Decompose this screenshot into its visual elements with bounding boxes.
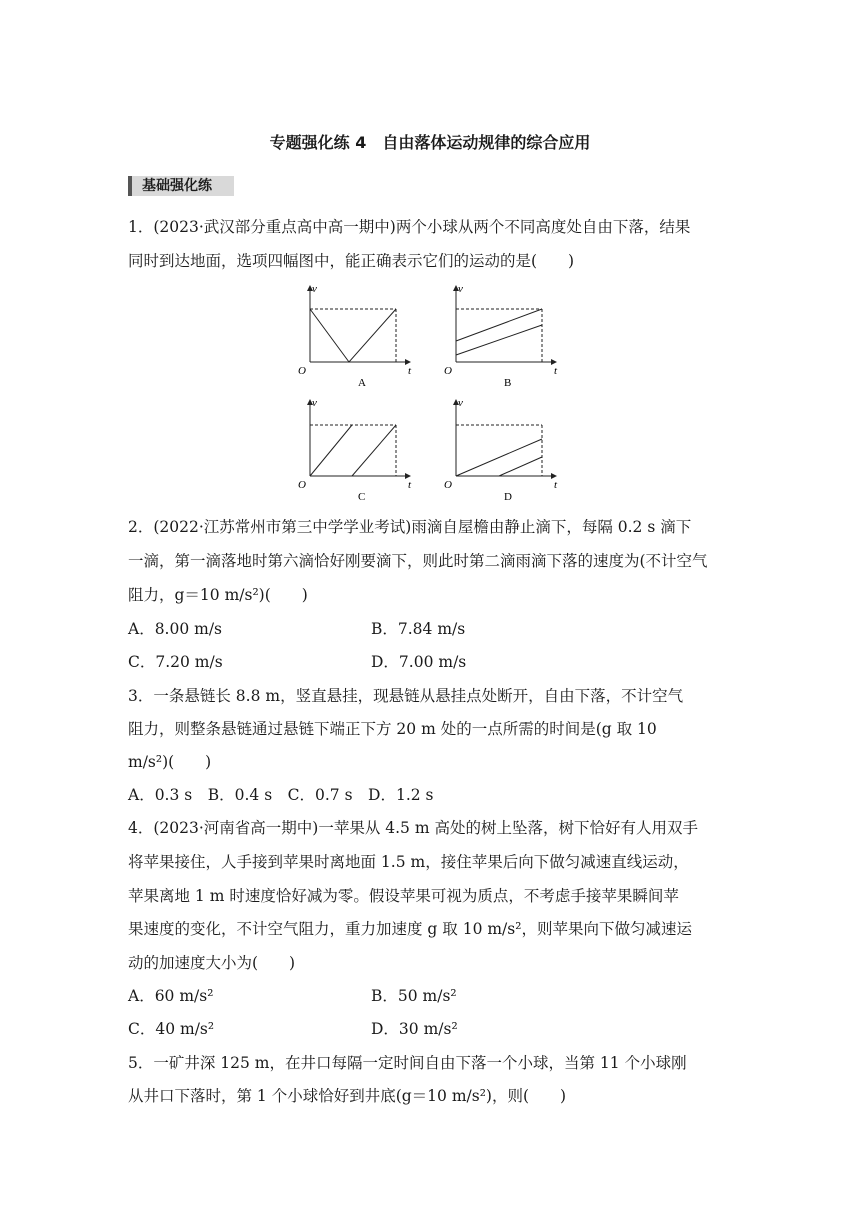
q2-line1: 2．(2022·江苏常州市第三中学学业考试)雨滴自屋檐由静止滴下，每隔 0.2 s 滴下 (128, 518, 692, 536)
figure-label: C (358, 491, 366, 503)
q4-line4: 果速度的变化，不计空气阻力，重力加速度 g 取 10 m/s²，则苹果向下做匀减速运 (128, 920, 692, 938)
q4-line5: 动的加速度大小为( ) (128, 954, 296, 972)
q5-line2: 从井口下落时，第 1 个小球恰好到井底(g＝10 m/s²)，则( ) (128, 1087, 567, 1105)
axis-v-label: v (312, 283, 317, 295)
q4-line2: 将苹果接住，人手接到苹果时离地面 1.5 m，接住苹果后向下做匀减速直线运动， (128, 853, 689, 871)
q3-line1: 3．一条悬链长 8.8 m，竖直悬挂，现悬链从悬挂点处断开，自由下落，不计空气 (128, 687, 684, 705)
page-title: 专题强化练 4 自由落体运动规律的综合应用 (269, 133, 591, 152)
figure-c (296, 396, 426, 510)
q5-line1: 5．一矿井深 125 m，在井口每隔一定时间自由下落一个小球，当第 11 个小球刚 (128, 1054, 687, 1072)
axis-t-label: t (408, 365, 412, 377)
q1-line1: 1．(2023·武汉部分重点高中高一期中)两个小球从两个不同高度处自由下落，结果 (128, 218, 691, 236)
section-tag: 基础强化练 (128, 176, 234, 196)
axis-v-label: v (458, 397, 463, 409)
figure-label: D (504, 491, 512, 503)
axis-v-label: v (458, 283, 463, 295)
q2-option-a: A．8.00 m/s (128, 620, 223, 638)
q4-line1: 4．(2023·河南省高一期中)一苹果从 4.5 m 高处的树上坠落，树下恰好有人用双手 (128, 819, 698, 837)
q2-line2: 一滴，第一滴落地时第六滴恰好刚要滴下，则此时第二滴雨滴下落的速度为(不计空气 (128, 552, 708, 570)
q4-line3: 苹果离地 1 m 时速度恰好减为零。假设苹果可视为质点，不考虑手接苹果瞬间苹 (128, 887, 679, 905)
q2-option-b: B．7.84 m/s (371, 620, 466, 638)
figure-a (296, 282, 426, 396)
q4-option-b: B．50 m/s² (371, 987, 457, 1005)
axis-t-label: t (554, 479, 558, 491)
q4-option-c: C．40 m/s² (128, 1020, 215, 1038)
origin-label: O (298, 479, 306, 491)
axis-v-label: v (312, 397, 317, 409)
axis-t-label: t (408, 479, 412, 491)
axis-t-label: t (554, 365, 558, 377)
origin-label: O (298, 365, 306, 377)
origin-label: O (444, 365, 452, 377)
q4-option-a: A．60 m/s² (128, 987, 214, 1005)
figure-d (442, 396, 572, 510)
q3-options: A．0.3 s B．0.4 s C．0.7 s D．1.2 s (128, 786, 434, 804)
q1-line2: 同时到达地面，选项四幅图中，能正确表示它们的运动的是( ) (128, 252, 575, 270)
figure-b (442, 282, 572, 396)
figure-label: A (358, 377, 366, 389)
q2-option-d: D．7.00 m/s (371, 653, 467, 671)
q3-line2: 阻力，则整条悬链通过悬链下端正下方 20 m 处的一点所需的时间是(g 取 10 (128, 720, 657, 738)
q2-option-c: C．7.20 m/s (128, 653, 223, 671)
q3-line3: m/s²)( ) (128, 753, 212, 771)
figure-label: B (504, 377, 512, 389)
origin-label: O (444, 479, 452, 491)
q2-line3: 阻力，g＝10 m/s²)( ) (128, 586, 308, 604)
q4-option-d: D．30 m/s² (371, 1020, 458, 1038)
